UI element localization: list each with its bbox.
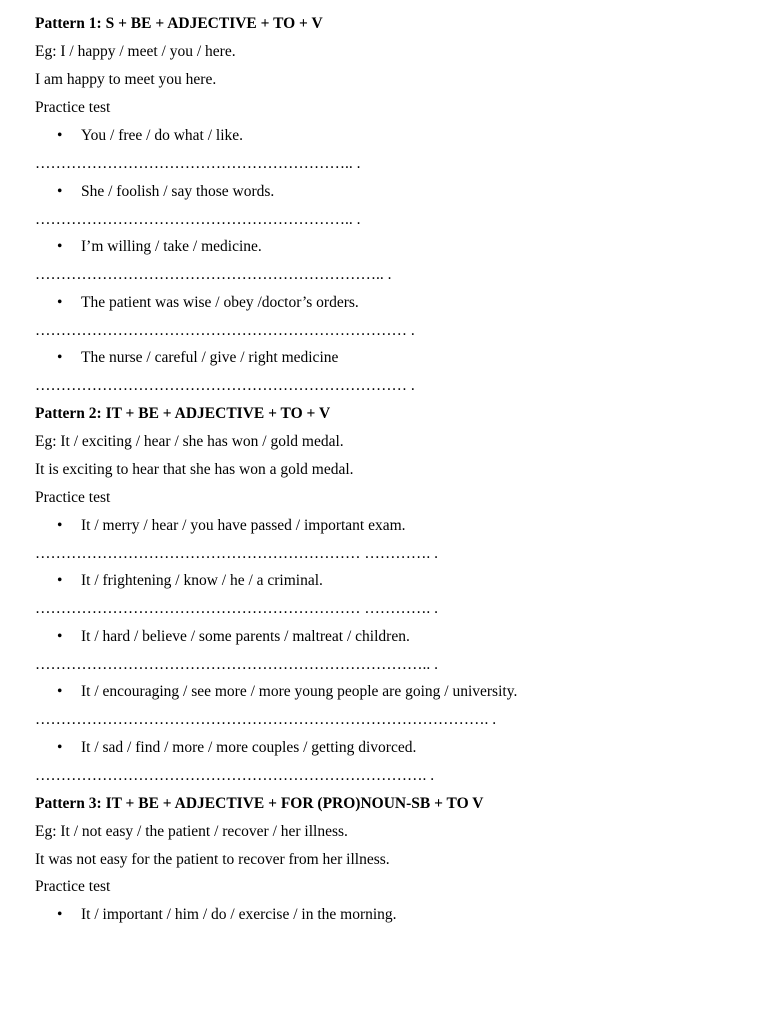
answer-blank: …………………………………………………….. . [35, 155, 361, 172]
exercise-prompt: You / free / do what / like. [81, 127, 244, 144]
exercise-prompt: She / foolish / say those words. [81, 183, 275, 200]
list-item [57, 349, 338, 367]
list-item [57, 294, 359, 312]
exercise-prompt: It / frightening / know / he / a criminal. [81, 572, 323, 589]
exercise-prompt: It / sad / find / more / more couples / getting divorced. [81, 739, 417, 756]
exercise-prompt: It / important / him / do / exercise / in the morning. [81, 906, 397, 923]
pattern3-heading: Pattern 3: IT + BE + ADJECTIVE + FOR (PRO)NOUN-SB + TO V [35, 795, 484, 812]
answer-blank: ……………………………………………………………… . [35, 377, 415, 394]
list-item [57, 683, 517, 701]
exercise-prompt: It / hard / believe / some parents / maltreat / children. [81, 628, 410, 645]
bullet-icon: • [57, 683, 63, 700]
answer-blank: …………………………………………………….. . [35, 211, 361, 228]
pattern2-answer: It is exciting to hear that she has won a gold medal. [35, 461, 354, 478]
answer-blank: …………………………………………………………………. . [35, 767, 435, 784]
bullet-icon: • [57, 349, 63, 366]
exercise-prompt: It / encouraging / see more / more young people are going / university. [81, 683, 518, 700]
bullet-icon: • [57, 238, 63, 255]
pattern3-practice-label: Practice test [35, 878, 111, 895]
pattern1-heading: Pattern 1: S + BE + ADJECTIVE + TO + V [35, 15, 323, 32]
exercise-prompt: It / merry / hear / you have passed / important exam. [81, 517, 406, 534]
answer-blank: ……………………………………………………………………………. . [35, 711, 497, 728]
exercise-prompt: The patient was wise / obey /doctor’s orders. [81, 294, 359, 311]
answer-blank: ……………………………………………………… …………. . [35, 600, 438, 617]
bullet-icon: • [57, 628, 63, 645]
exercise-prompt: I’m willing / take / medicine. [81, 238, 262, 255]
pattern3-answer: It was not easy for the patient to recover from her illness. [35, 851, 390, 868]
pattern1-example: Eg: I / happy / meet / you / here. [35, 43, 236, 60]
pattern2-heading: Pattern 2: IT + BE + ADJECTIVE + TO + V [35, 405, 331, 422]
pattern3-example: Eg: It / not easy / the patient / recover / her illness. [35, 823, 348, 840]
bullet-icon: • [57, 572, 63, 589]
pattern2-example: Eg: It / exciting / hear / she has won / gold medal. [35, 433, 344, 450]
list-item [57, 183, 274, 201]
pattern2-practice-label: Practice test [35, 489, 111, 506]
pattern1-answer: I am happy to meet you here. [35, 71, 217, 88]
list-item [57, 906, 397, 924]
bullet-icon: • [57, 183, 63, 200]
bullet-icon: • [57, 517, 63, 534]
answer-blank: ……………………………………………………………… . [35, 322, 415, 339]
list-item [57, 238, 262, 256]
answer-blank: ……………………………………………………… …………. . [35, 545, 438, 562]
answer-blank: ………………………………………………………………….. . [35, 656, 438, 673]
list-item [57, 739, 416, 757]
exercise-prompt: The nurse / careful / give / right medicine [81, 349, 339, 366]
bullet-icon: • [57, 294, 63, 311]
list-item [57, 572, 323, 590]
bullet-icon: • [57, 127, 63, 144]
answer-blank: ………………………………………………………….. . [35, 266, 392, 283]
list-item [57, 628, 410, 646]
list-item [57, 127, 243, 145]
bullet-icon: • [57, 906, 63, 923]
bullet-icon: • [57, 739, 63, 756]
list-item [57, 517, 406, 535]
pattern1-practice-label: Practice test [35, 99, 111, 116]
